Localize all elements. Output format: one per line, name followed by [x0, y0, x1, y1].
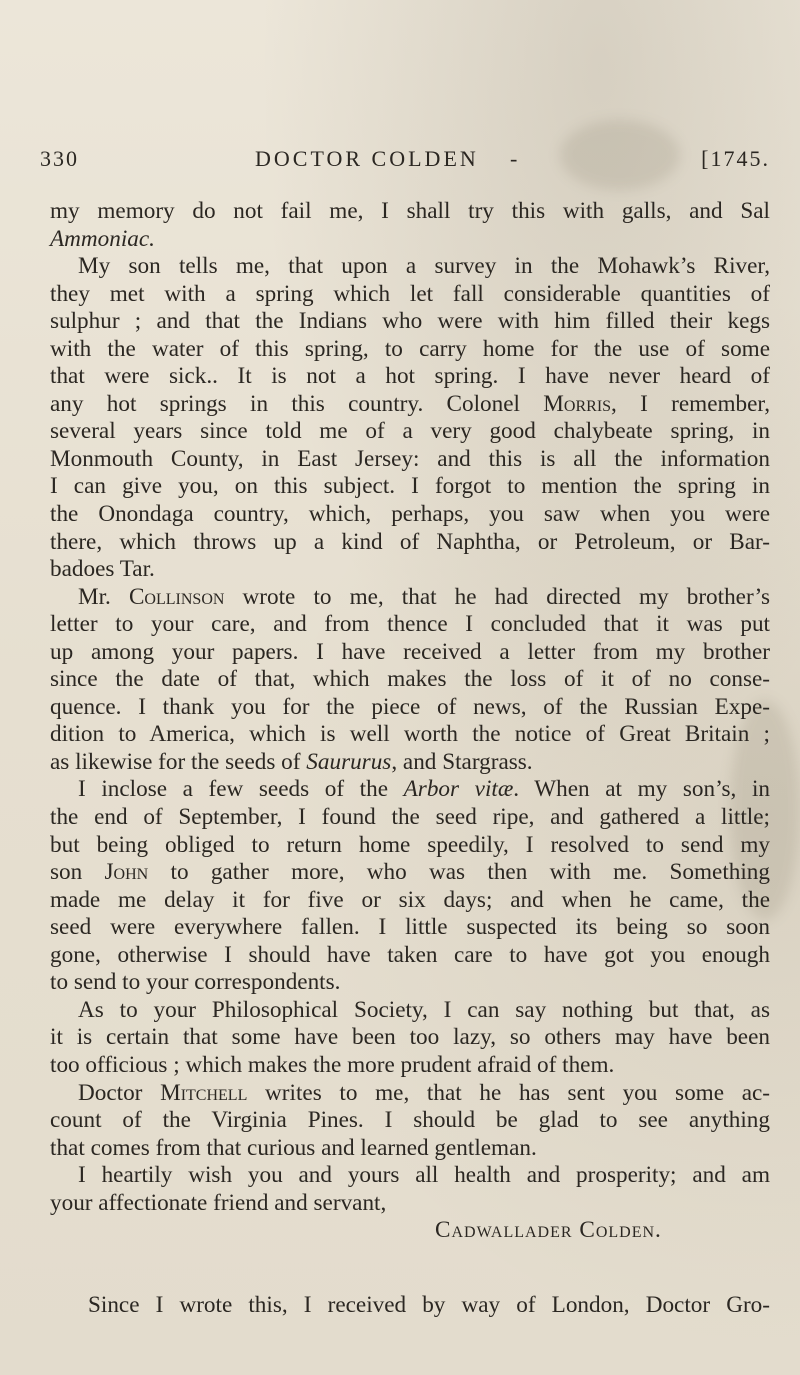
text-line: it is certain that some have been too lazy, so others may have been [50, 1024, 770, 1051]
text-line: As to your Philosophical Society, I can say nothing but that, as [78, 996, 770, 1023]
text-run: Doctor [78, 1079, 143, 1106]
text-line: My son tells me, that upon a survey in the Mohawk’s River, [78, 253, 770, 280]
text-line: they met with a spring which let fall considerable quantities of [50, 280, 770, 307]
page-header [40, 146, 770, 180]
text-line: that were sick.. It is not a hot spring. I have never heard of [50, 363, 770, 390]
person-name: Mitchell [160, 1079, 248, 1106]
person-name: Morris [543, 390, 612, 417]
person-name: John [104, 859, 149, 886]
letter-body [50, 198, 770, 1319]
text-line: my memory do not fail me, I shall try this with galls, and Sal [50, 198, 770, 224]
text-line: with the water of this spring, to carry home for the use of some [50, 335, 770, 362]
signature: Cadwallader Colden. [435, 1217, 662, 1244]
text-line [50, 391, 770, 419]
text-line: since the date of that, which makes the loss of it of no conse- [50, 666, 770, 693]
text-line: Monmouth County, in East Jersey: and this is all the information [50, 445, 770, 472]
text-line: count of the Virginia Pines. I should be glad to see anything [50, 1107, 770, 1134]
text-line: up among your papers. I have received a letter from my brother [50, 638, 770, 665]
header-year: [1745. [701, 146, 770, 171]
text-run: to gather more, who was then with me. Something [170, 859, 770, 886]
text-line [50, 1080, 770, 1108]
text-line: made me delay it for five or six days; and when he came, the [50, 886, 770, 913]
text-line: to send to your correspondents. [50, 969, 341, 996]
closing-line: Since I wrote this, I received by way of London, Doctor Gro- [88, 1291, 770, 1318]
text-run: any hot springs in this country. Colonel [50, 390, 520, 417]
text-line: too officious ; which makes the more prudent afraid of them. [50, 1051, 615, 1078]
text-line [50, 859, 770, 887]
page-number: 330 [40, 146, 79, 171]
text-line: quence. I thank you for the piece of news, of the Russian Expe- [50, 693, 770, 720]
text-line [50, 749, 770, 777]
text-line: gone, otherwise I should have taken care to have got you enough [50, 941, 770, 968]
text-run: . When at my son’s, in [513, 776, 770, 803]
text-run: son [50, 859, 83, 886]
text-line: seed were everywhere fallen. I little suspected its being so soon [50, 914, 770, 941]
text-line: the end of September, I found the seed ripe, and gathered a little; [50, 804, 770, 831]
text-line [50, 584, 770, 612]
text-line: your affectionate friend and servant, [50, 1189, 387, 1216]
person-name: Collinson [128, 583, 225, 610]
text-line: I heartily wish you and yours all health and prosperity; and am [78, 1162, 770, 1189]
text-line: that comes from that curious and learned gentleman. [50, 1134, 537, 1161]
text-run: as likewise for the seeds of [50, 748, 301, 775]
text-run: writes to me, that he has sent you some ac- [265, 1079, 770, 1106]
text-run: , and Stargrass. [391, 748, 533, 775]
text-run: wrote to me, that he had directed my brother’s [242, 583, 771, 610]
text-line: the Onondaga country, which, perhaps, you saw when you were [50, 501, 770, 528]
latin-term: Arbor vitæ [403, 776, 514, 803]
text-line: letter to your care, and from thence I concluded that it was put [50, 611, 770, 638]
text-line: I can give you, on this subject. I forgot to mention the spring in [50, 473, 770, 500]
spacer [50, 1245, 770, 1292]
text-line: several years since told me of a very good chalybeate spring, in [50, 418, 770, 445]
text-line: Ammoniac. [50, 225, 155, 252]
text-line: there, which throws up a kind of Naphtha, or Petroleum, or Bar- [50, 528, 770, 555]
latin-term: Saururus [306, 748, 392, 775]
running-head: DOCTOR COLDEN [255, 146, 479, 171]
text-line: dition to America, which is well worth the notice of Great Britain ; [50, 721, 770, 748]
text-line [50, 776, 770, 804]
text-line: badoes Tar. [50, 556, 155, 583]
text-run: Mr. [78, 583, 111, 610]
text-line: sulphur ; and that the Indians who were with him filled their kegs [50, 308, 770, 335]
text-run: I inclose a few seeds of the [78, 776, 389, 803]
running-head-dash: - [510, 146, 520, 171]
text-run: , I remember, [611, 390, 771, 417]
text-line: but being obliged to return home speedily, I resolved to send my [50, 831, 770, 858]
